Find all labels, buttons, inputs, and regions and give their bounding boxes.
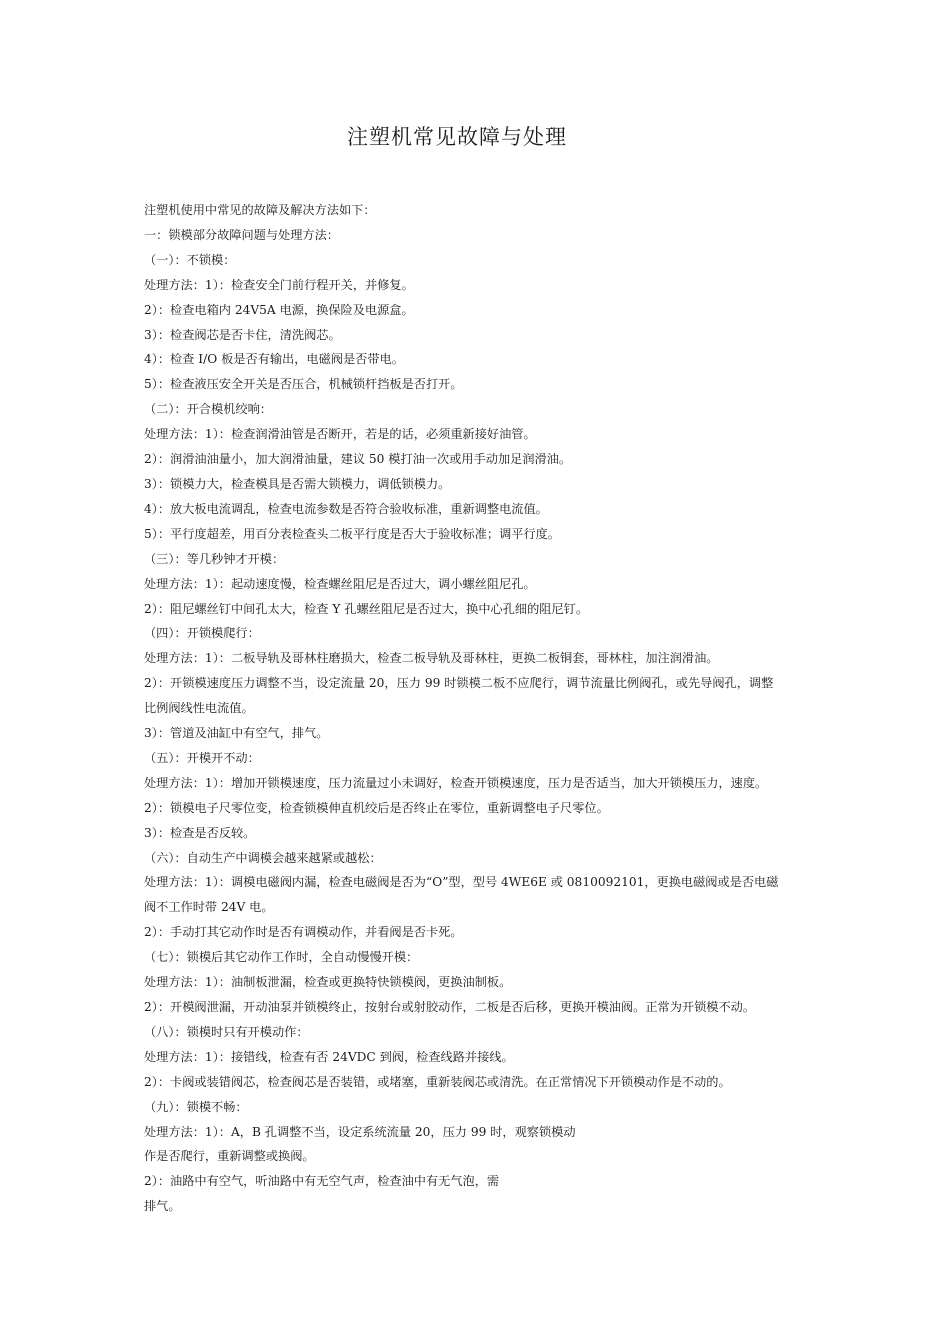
text-line: 2）：油路中有空气，听油路中有无空气声，检查油中有无气泡，需 [144,1174,500,1189]
text-line: 3）：锁模力大，检查模具是否需大锁模力，调低锁模力。 [144,476,451,491]
subsection-heading: （七）：锁模后其它动作工作时，全自动慢慢开模： [144,950,419,965]
text-line: 处理方法：1）：检查安全门前行程开关，并修复。 [144,277,414,292]
text-line: 2）：阻尼螺丝钉中间孔太大，检查 Y 孔螺丝阻尼是否过大，换中心孔细的阻尼钉。 [144,601,589,616]
subsection-heading: （四）：开锁模爬行： [144,626,260,641]
text-line: 处理方法：1）：油制板泄漏，检查或更换特快锁模阀，更换油制板。 [144,975,512,990]
text-line: 处理方法：1）：A，B 孔调整不当，设定系统流量 20，压力 99 时，观察锁模动 [144,1124,576,1139]
subsection-heading: （六）：自动生产中调模会越来越紧或越松： [144,850,382,865]
text-line: 阀不工作时带 24V 电。 [144,900,274,915]
text-line: 2）：开模阀泄漏，开动油泵并锁模终止，按射台或射胶动作，二板是否后移，更换开模油阀。正常为开锁模不动。 [144,1000,756,1014]
text-line: 2）：检查电箱内 24V5A 电源，换保险及电源盒。 [144,302,414,317]
text-line: 2）：润滑油油量小，加大润滑油量，建议 50 模打油一次或用手动加足润滑油。 [144,452,572,467]
text-line: 4）：检查 I/O 板是否有输出，电磁阀是否带电。 [144,352,404,367]
text-line: 注塑机使用中常见的故障及解决方法如下： [144,203,376,217]
text-line: 2）：开锁模速度压力调整不当，设定流量 20，压力 99 时锁模二板不应爬行，调节流量比例阀孔，或先导阀孔，调整 [144,676,774,691]
text-line: 3）：管道及油缸中有空气，排气。 [144,726,329,741]
text-line: 处理方法：1）：起动速度慢，检查螺丝阻尼是否过大，调小螺丝阻尼孔。 [144,576,536,591]
text-line: 2）：锁模电子尺零位变，检查锁模伸直机绞后是否终止在零位，重新调整电子尺零位。 [144,800,609,815]
text-line: 排气。 [144,1199,181,1214]
subsection-heading: （九）：锁模不畅： [144,1099,248,1114]
text-line: 作是否爬行，重新调整或换阀。 [144,1149,315,1164]
document-title: 注塑机常见故障与处理 [347,125,567,149]
text-line: 5）：平行度超差，用百分表检查头二板平行度是否大于验收标准；调平行度。 [144,526,561,541]
subsection-heading: （一）：不锁模： [144,252,236,267]
text-line: 2）：卡阀或装错阀芯，检查阀芯是否装错，或堵塞，重新装阀芯或清洗。在正常情况下开锁模动作是不动的。 [144,1074,731,1089]
text-line: 处理方法：1）：调模电磁阀内漏，检查电磁阀是否为“O”型，型号 4WE6E 或 0810092101，更换电磁阀或是否电磁 [144,875,779,890]
text-line: 2）：手动打其它动作时是否有调模动作，并看阀是否卡死。 [144,925,463,940]
subsection-heading: （八）：锁模时只有开模动作： [144,1024,309,1039]
text-line: 处理方法：1）：接错线，检查有否 24VDC 到阀，检查线路并接线。 [144,1049,514,1064]
subsection-heading: （二）：开合模机绞响： [144,402,272,417]
subsection-heading: （五）：开模开不动： [144,750,260,765]
text-line: 处理方法：1）：检查润滑油管是否断开，若是的话，必须重新接好油管。 [144,427,536,442]
text-line: 比例阀线性电流值。 [144,701,254,716]
section-heading: 一：锁模部分故障问题与处理方法： [144,227,339,242]
text-line: 3）：检查阀芯是否卡住，清洗阀芯。 [144,327,341,342]
text-line: 5）：检查液压安全开关是否压合，机械锁杆挡板是否打开。 [144,377,463,392]
text-line: 处理方法：1）：增加开锁模速度，压力流量过小未调好，检查开锁模速度，压力是否适当，加大开锁模压力，速度。 [144,775,768,790]
text-line: 处理方法：1）：二板导轨及哥林柱磨损大，检查二板导轨及哥林柱，更换二板铜套，哥林柱，加注润滑油。 [144,651,719,666]
text-line: 4）：放大板电流调乱，检查电流参数是否符合验收标准，重新调整电流值。 [144,501,548,516]
document-body [144,198,812,1219]
subsection-heading: （三）：等几秒钟才开模： [144,551,285,566]
text-line: 3）：检查是否反较。 [144,825,256,840]
